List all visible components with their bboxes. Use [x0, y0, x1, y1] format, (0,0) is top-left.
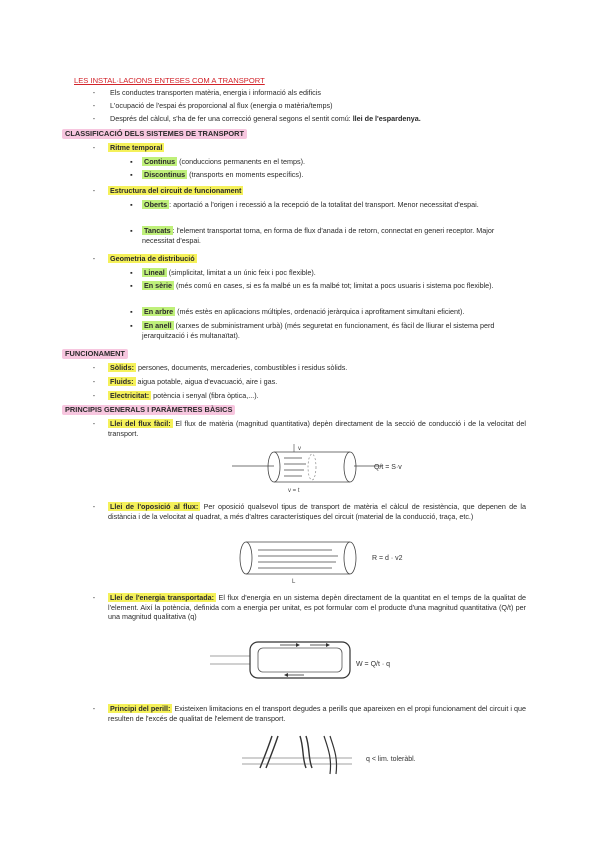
list-item: L'ocupació de l'espai és proporcional al flux (energia o matèria/temps)	[110, 101, 333, 110]
pipe-resistance-diagram	[232, 538, 532, 584]
list-item: Tancats : l'element transportat torna, en forma de flux d'anada i de retorn, connectat en generi receptor. Major necessitat d'espai.	[142, 226, 495, 245]
list-item: Continus (conduccions permanents en el temps).	[144, 157, 305, 166]
bullet-dash: -	[92, 377, 96, 386]
bullet-dash: -	[92, 186, 96, 195]
square-bullet: ▪	[130, 170, 133, 179]
list-item: En anell (xarxes de subministrament urbà) (més seguretat en funcionament, és fàcil de lliurar el sistema perd jerarquització i és multanaïtat).	[142, 321, 495, 340]
square-bullet: ▪	[130, 157, 133, 166]
svg-text:L: L	[292, 579, 296, 584]
list-item: Fluids: aigua potable, aigua d'evacuació, aire i gas.	[110, 377, 278, 386]
list-item: Els conductes transporten matèria, energia i informació als edificis	[110, 88, 321, 97]
square-bullet: ▪	[130, 268, 133, 277]
list-item: En sèrie (més comú en cases, si es fa malbé un es fa malbé tot; limitat a pocs usuaris i sistema poc flexible).	[144, 281, 494, 290]
closed-circuit-diagram	[210, 638, 470, 686]
list-item: Lineal (simplicitat, limitat a un únic feix i poc flexible).	[144, 268, 316, 277]
paragraph-energia-transportada: Llei de l'energia transportada: El flux d'energia en un sistema depèn directament de la quantitat en el temps de la qualitat de l'element. Així la potència, definida com a energia per unitat, es pot formular com el producte d'una magnitud quantitativa (Q/t) per una magnitud qualitativa (q)	[108, 593, 527, 622]
bullet-dash: -	[92, 88, 96, 97]
square-bullet: ▪	[130, 281, 133, 290]
bullet-dash: -	[92, 363, 96, 372]
list-item: En arbre (més estès en aplicacions múltiples, ordenació jeràrquica i aprofitament simultani eficient).	[144, 307, 465, 316]
svg-text:v = t: v = t	[288, 488, 300, 494]
formula-principi-perill: q < lim. toleràbl.	[366, 756, 416, 763]
square-bullet: ▪	[130, 200, 133, 209]
formula-flux-facil: Q/t = S·v	[374, 464, 402, 471]
square-bullet: ▪	[130, 307, 133, 316]
section-title-transport: LES INSTAL·LACIONS ENTESES COM A TRANSPORT	[74, 76, 265, 85]
bullet-dash: -	[92, 704, 96, 713]
list-item: Sòlids: persones, documents, mercaderies, combustibles i residus sòlids.	[110, 363, 348, 372]
square-bullet: ▪	[130, 321, 133, 330]
bullet-dash: -	[92, 143, 96, 152]
list-item: Després del càlcul, s'ha de fer una correcció general segons el sentit comú: llei de l'espardenya.	[110, 114, 421, 123]
bullet-dash: -	[92, 502, 96, 511]
paragraph-oposicio-flux: Llei de l'oposició al flux: Per oposició qualsevol tipus de transport de matèria el càlcul de resistència, que depenen de la distància i de la velocitat al quadrat, a més d'altres característiques del circuit (material de la conducció, traça, etc.)	[108, 502, 526, 521]
bullet-dash: -	[92, 101, 96, 110]
paragraph-principi-perill: Principi del perill: Existeixen limitacions en el transport degudes a perills que apareixen en el propi funcionament del circuit i que resulten de l'excés de qualitat de l'element de transport.	[108, 704, 526, 723]
square-bullet: ▪	[130, 226, 133, 235]
section-title-principis: PRINCIPIS GENERALS I PARÀMETRES BÀSICS	[62, 405, 235, 415]
paragraph-flux-facil: Llei del flux fàcil: El flux de matèria (magnitud quantitativa) depèn directament de la secció de conducció i de la velocitat del transport.	[108, 419, 526, 438]
subheading-ritme: Ritme temporal	[110, 143, 163, 152]
bullet-dash: -	[92, 391, 96, 400]
svg-text:v: v	[298, 446, 301, 452]
subheading-geometria: Geometria de distribució	[110, 254, 195, 263]
section-title-funcionament: FUNCIONAMENT	[62, 349, 128, 359]
section-title-classificacio: CLASSIFICACIÓ DELS SISTEMES DE TRANSPORT	[62, 129, 247, 139]
bullet-dash: -	[92, 254, 96, 263]
subheading-estructura: Estructura del circuit de funcionament	[110, 186, 242, 195]
bullet-dash: -	[92, 114, 96, 123]
list-item: Discontinus (transports en moments específics).	[144, 170, 304, 179]
formula-energia-transportada: W = Q/t · q	[356, 661, 391, 668]
formula-oposicio-flux: R = d · v2	[372, 555, 403, 562]
bullet-dash: -	[92, 419, 96, 428]
danger-limit-diagram	[242, 734, 482, 790]
bullet-dash: -	[92, 593, 96, 602]
list-item: Electricitat: potència i senyal (fibra òptica,...).	[110, 391, 259, 400]
pipe-flow-diagram	[232, 444, 532, 500]
list-item: Oberts : aportació a l'origen i recessió a la recepció de la totalitat del transport. Menor necessitat d'espai.	[144, 200, 479, 209]
